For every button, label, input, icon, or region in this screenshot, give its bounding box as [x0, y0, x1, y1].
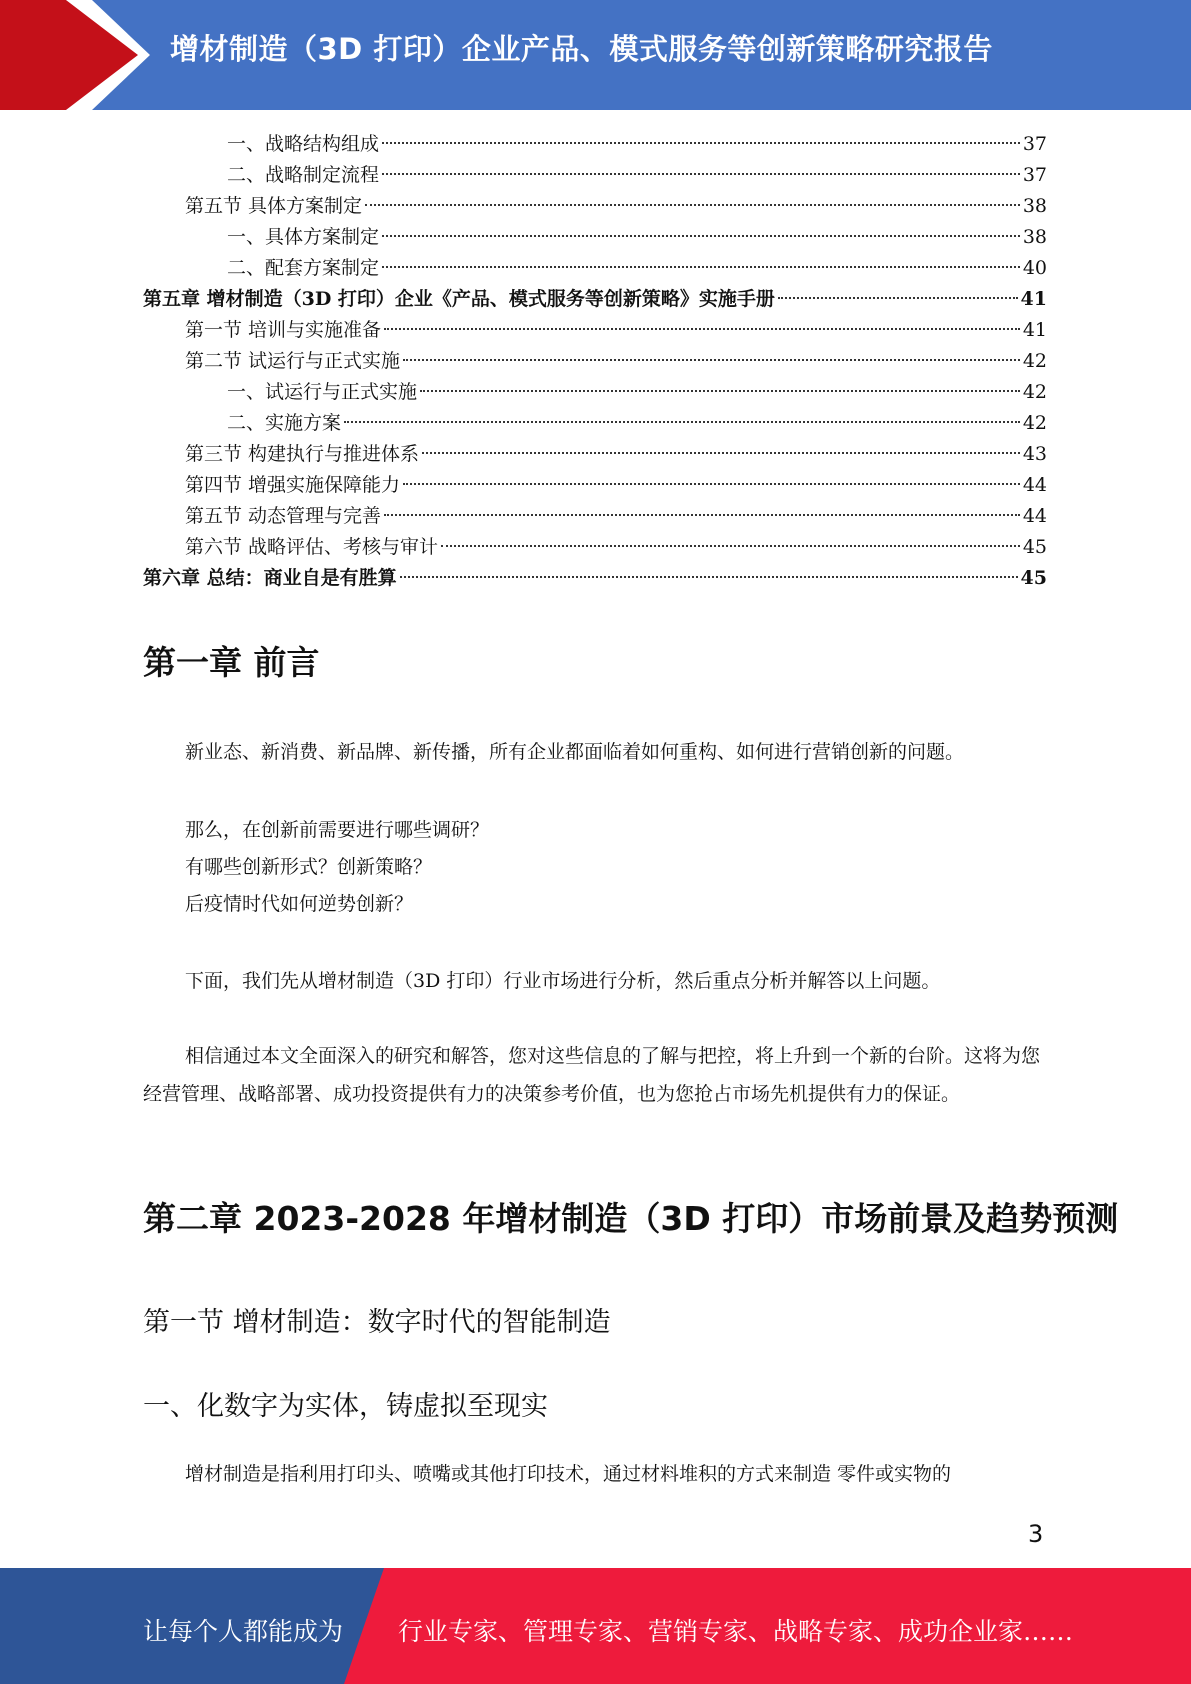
chapter-heading-market: 第二章 2023-2028 年增材制造（3D 打印）市场前景及趋势预测: [143, 1199, 1119, 1238]
footer-slogan-right: 行业专家、管理专家、营销专家、战略专家、成功企业家……: [398, 1617, 1074, 1646]
subsection-heading: 一、化数字为实体，铸虚拟至现实: [143, 1391, 548, 1422]
question-line: 有哪些创新形式？创新策略？: [185, 856, 433, 878]
toc-page-number: 45: [1022, 536, 1047, 558]
toc-entry[interactable]: [143, 191, 1047, 222]
chapter-heading-preface: 第一章 前言: [143, 643, 320, 682]
header-banner: [0, 0, 1191, 110]
toc-dot-leader: [344, 421, 1020, 423]
header-red-arrow: [0, 0, 150, 110]
toc-dot-leader: [403, 359, 1020, 361]
toc-entry-title: 第五节 具体方案制定: [185, 195, 363, 217]
toc-dot-leader: [384, 514, 1020, 516]
paragraph: 相信通过本文全面深入的研究和解答，您对这些信息的了解与把控，将上升到一个新的台阶。这将为您经营管理、战略部署、成功投资提供有力的决策参考价值，也为您抢占市场先机提供有力的保证。: [143, 1045, 1041, 1105]
toc-page-number: 43: [1022, 443, 1047, 465]
question-line: 后疫情时代如何逆势创新？: [185, 893, 414, 915]
toc-entry-title: 一、试运行与正式实施: [227, 381, 418, 403]
toc-entry-title: 第二节 试运行与正式实施: [185, 350, 401, 372]
toc-entry[interactable]: [143, 129, 1047, 160]
paragraph: 新业态、新消费、新品牌、新传播，所有企业都面临着如何重构、如何进行营销创新的问题。: [185, 741, 965, 763]
toc-entry-title: 一、具体方案制定: [227, 226, 380, 248]
toc-entry[interactable]: [143, 470, 1047, 501]
paragraph: 增材制造是指利用打印头、喷嘴或其他打印技术，通过材料堆积的方式来制造 零件或实物的: [185, 1463, 952, 1485]
toc-entry[interactable]: [143, 222, 1047, 253]
toc-entry-title: 二、配套方案制定: [227, 257, 380, 279]
toc-entry[interactable]: [143, 408, 1047, 439]
toc-entry-title: 第五节 动态管理与完善: [185, 505, 382, 527]
toc-page-number: 44: [1022, 505, 1047, 527]
toc-page-number: 44: [1022, 474, 1047, 496]
toc-page-number: 37: [1022, 133, 1047, 155]
toc-page-number: 41: [1022, 319, 1047, 341]
toc-entry-title: 第一节 培训与实施准备: [185, 319, 382, 341]
toc-entry-title: 一、战略结构组成: [227, 133, 380, 155]
table-of-contents: [143, 129, 1047, 594]
footer-slogan-left: 让每个人都能成为: [143, 1617, 344, 1646]
toc-dot-leader: [365, 204, 1020, 206]
toc-dot-leader: [422, 452, 1020, 454]
page-number: 3: [1028, 1520, 1044, 1548]
toc-entry-title: 第六章 总结：商业自是有胜算: [143, 567, 397, 589]
report-title: 增材制造（3D 打印）企业产品、模式服务等创新策略研究报告: [170, 32, 993, 66]
toc-dot-leader: [403, 483, 1020, 485]
toc-dot-leader: [400, 576, 1018, 578]
toc-entry-title: 第三节 构建执行与推进体系: [185, 443, 420, 465]
toc-dot-leader: [420, 390, 1020, 392]
question-line: 那么，在创新前需要进行哪些调研？: [185, 819, 490, 841]
toc-entry[interactable]: [143, 501, 1047, 532]
toc-entry[interactable]: [143, 253, 1047, 284]
toc-page-number: 40: [1022, 257, 1047, 279]
toc-page-number: 38: [1022, 226, 1047, 248]
toc-entry-title: 第六节 战略评估、考核与审计: [185, 536, 439, 558]
toc-page-number: 42: [1022, 412, 1047, 434]
toc-page-number: 45: [1020, 567, 1047, 589]
toc-dot-leader: [382, 266, 1020, 268]
toc-dot-leader: [384, 328, 1020, 330]
toc-page-number: 37: [1022, 164, 1047, 186]
toc-dot-leader: [778, 297, 1018, 299]
toc-entry-title: 二、战略制定流程: [227, 164, 380, 186]
toc-dot-leader: [382, 173, 1020, 175]
toc-entry[interactable]: [143, 377, 1047, 408]
toc-entry[interactable]: [143, 284, 1047, 315]
toc-entry[interactable]: [143, 439, 1047, 470]
footer-banner: [0, 1568, 1191, 1684]
toc-entry-title: 第五章 增材制造（3D 打印）企业《产品、模式服务等创新策略》实施手册: [143, 288, 775, 310]
toc-page-number: 41: [1020, 288, 1047, 310]
toc-entry[interactable]: [143, 315, 1047, 346]
toc-entry[interactable]: [143, 563, 1047, 594]
toc-entry-title: 第四节 增强实施保障能力: [185, 474, 401, 496]
toc-page-number: 38: [1022, 195, 1047, 217]
section-heading: 第一节 增材制造：数字时代的智能制造: [143, 1307, 611, 1338]
toc-dot-leader: [382, 142, 1020, 144]
toc-entry-title: 二、实施方案: [227, 412, 342, 434]
paragraph: 下面，我们先从增材制造（3D 打印）行业市场进行分析，然后重点分析并解答以上问题。: [185, 970, 941, 992]
toc-dot-leader: [382, 235, 1020, 237]
toc-entry[interactable]: [143, 160, 1047, 191]
toc-dot-leader: [441, 545, 1020, 547]
toc-entry[interactable]: [143, 346, 1047, 377]
toc-entry[interactable]: [143, 532, 1047, 563]
toc-page-number: 42: [1022, 381, 1047, 403]
toc-page-number: 42: [1022, 350, 1047, 372]
